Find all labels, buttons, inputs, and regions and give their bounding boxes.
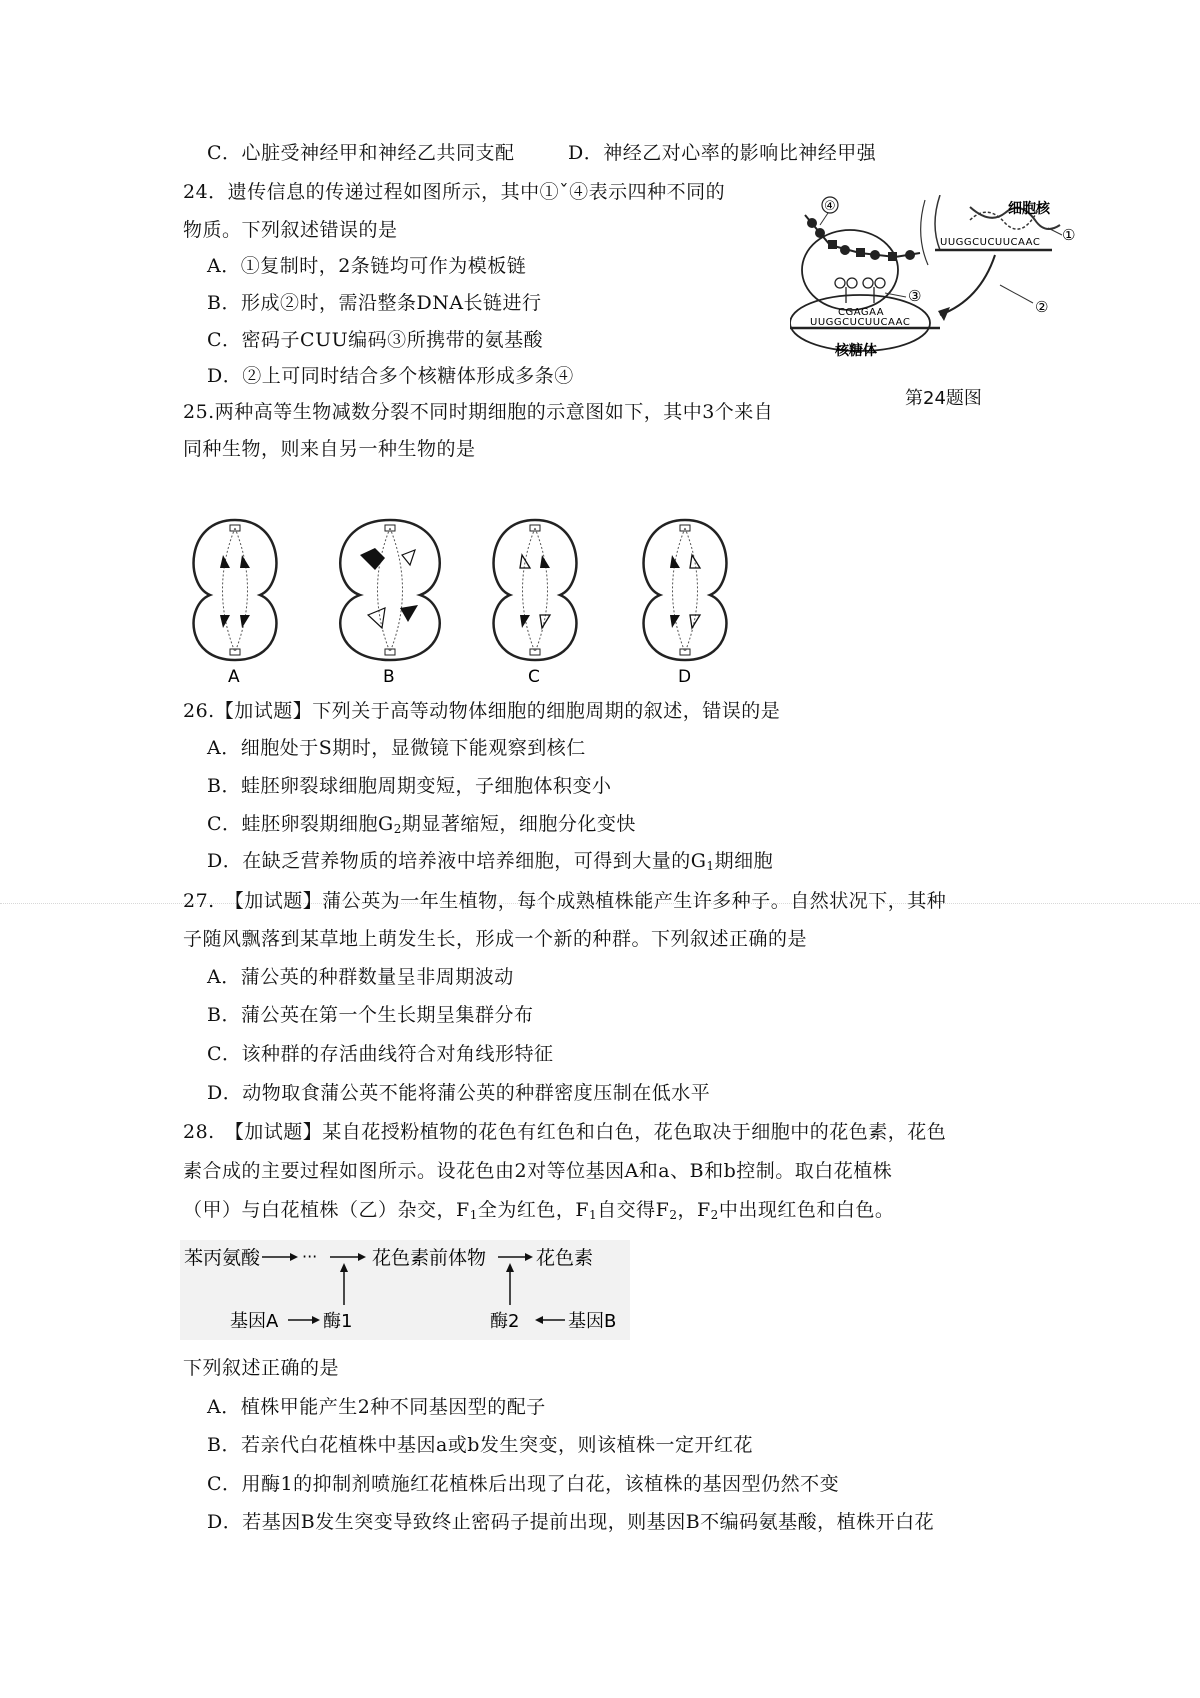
pathway-gene-a: 基因A bbox=[230, 1311, 279, 1332]
q26-option-c-text-2: 期显著缩短，细胞分化变快 bbox=[401, 813, 636, 835]
q27-stem-line2: 子随风飘落到某草地上萌发生长，形成一个新的种群。下列叙述正确的是 bbox=[183, 928, 808, 950]
pathway-product: 花色素 bbox=[536, 1247, 594, 1269]
cell-d bbox=[644, 520, 727, 685]
subscript: 1 bbox=[706, 859, 715, 873]
q28-option-b: B．若亲代白花植株中基因a或b发生突变，则该植株一定开红花 bbox=[207, 1434, 753, 1456]
cell-b bbox=[340, 520, 439, 685]
q24-option-b: B．形成②时，需沿整条DNA长链进行 bbox=[207, 292, 542, 314]
mark-2: ② bbox=[1035, 298, 1049, 316]
q28-option-d: D．若基因B发生突变导致终止密码子提前出现，则基因B不编码氨基酸，植株开白花 bbox=[207, 1511, 935, 1533]
cell-label-d: D bbox=[678, 667, 692, 685]
q27-stem-line1: 27. 【加试题】蒲公英为一年生植物，每个成熟植株能产生许多种子。自然状况下，其种 bbox=[183, 890, 947, 912]
q26-stem: 26.【加试题】下列关于高等动物体细胞的细胞周期的叙述，错误的是 bbox=[183, 700, 781, 722]
q24-figure-caption: 第24题图 bbox=[905, 388, 982, 409]
subscript: 2 bbox=[393, 822, 402, 836]
q26-option-a: A．细胞处于S期时，显微镜下能观察到核仁 bbox=[207, 737, 586, 759]
mrna-sequence-bottom: UUGGCUCUUCAAC bbox=[810, 317, 911, 328]
q24-option-c: C．密码子CUU编码③所携带的氨基酸 bbox=[207, 329, 544, 351]
pathway-enzyme-1: 酶1 bbox=[323, 1311, 353, 1332]
q28-lead: 下列叙述正确的是 bbox=[183, 1357, 340, 1379]
q24-option-a: A．①复制时，2条链均可作为模板链 bbox=[207, 255, 527, 277]
q28-stem-line1: 28. 【加试题】某自花授粉植物的花色有红色和白色，花色取决于细胞中的花色素，花色 bbox=[183, 1121, 947, 1143]
q27-option-c: C．该种群的存活曲线符合对角线形特征 bbox=[207, 1043, 554, 1065]
q25-stem-line2: 同种生物，则来自另一种生物的是 bbox=[183, 438, 476, 460]
mark-3: ③ bbox=[908, 287, 922, 305]
q28-stem-text: 中出现红色和白色。 bbox=[718, 1199, 895, 1221]
mrna-sequence-top: UUGGCUCUUCAAC bbox=[940, 237, 1041, 248]
subscript: 2 bbox=[710, 1208, 719, 1222]
q28-stem-text: 自交得F bbox=[597, 1199, 670, 1221]
mark-1: ① bbox=[1062, 226, 1076, 244]
subscript: 2 bbox=[669, 1208, 678, 1222]
q28-stem-line2: 素合成的主要过程如图所示。设花色由2对等位基因A和a、B和b控制。取白花植株 bbox=[183, 1160, 893, 1182]
subscript: 1 bbox=[589, 1208, 598, 1222]
cell-c bbox=[494, 520, 577, 685]
cell-a bbox=[194, 520, 277, 685]
q26-option-b: B．蛙胚卵裂球细胞周期变短，子细胞体积变小 bbox=[207, 775, 612, 797]
q28-stem-text: （甲）与白花植株（乙）杂交，F bbox=[183, 1199, 470, 1221]
subscript: 1 bbox=[469, 1208, 478, 1222]
mark-4: ④ bbox=[824, 199, 836, 214]
q26-option-c bbox=[207, 811, 636, 842]
q23-option-c: C．心脏受神经甲和神经乙共同支配 bbox=[207, 142, 515, 164]
pathway-substrate: 苯丙氨酸 bbox=[184, 1247, 261, 1269]
q28-pathway-diagram bbox=[180, 1240, 630, 1340]
q24-stem-line2: 物质。下列叙述错误的是 bbox=[183, 219, 398, 241]
q27-option-a: A．蒲公英的种群数量呈非周期波动 bbox=[207, 966, 514, 988]
q28-stem-text: ，F bbox=[677, 1199, 711, 1221]
pathway-gene-b: 基因B bbox=[568, 1311, 617, 1332]
q26-option-d-text-2: 期细胞 bbox=[714, 850, 774, 872]
q28-stem-line3 bbox=[183, 1197, 894, 1228]
cell-label-c: C bbox=[528, 667, 540, 685]
q28-stem-text: 全为红色，F bbox=[477, 1199, 590, 1221]
q24-stem-line1: 24．遗传信息的传递过程如图所示，其中①ˇ④表示四种不同的 bbox=[183, 181, 726, 203]
q23-option-d: D．神经乙对心率的影响比神经甲强 bbox=[568, 142, 877, 164]
q27-option-b: B．蒲公英在第一个生长期呈集群分布 bbox=[207, 1004, 534, 1026]
q25-stem-line1: 25.两种高等生物减数分裂不同时期细胞的示意图如下，其中3个来自 bbox=[183, 401, 774, 423]
q26-option-d-text: D．在缺乏营养物质的培养液中培养细胞，可得到大量的G bbox=[207, 850, 707, 872]
q24-figure-translation bbox=[790, 195, 1090, 380]
q26-option-d bbox=[207, 848, 773, 879]
pathway-dots: ··· bbox=[302, 1247, 318, 1266]
q24-option-d: D．②上可同时结合多个核糖体形成多条④ bbox=[207, 365, 574, 387]
cell-label-a: A bbox=[228, 667, 240, 685]
q25-cell-diagrams bbox=[180, 510, 820, 685]
q28-option-a: A．植株甲能产生2种不同基因型的配子 bbox=[207, 1396, 546, 1418]
anticodon-sequence: CGAGAA bbox=[838, 307, 885, 318]
cell-label-b: B bbox=[383, 667, 395, 685]
pathway-enzyme-2: 酶2 bbox=[490, 1311, 520, 1332]
pathway-precursor: 花色素前体物 bbox=[372, 1247, 487, 1269]
q26-option-c-text: C．蛙胚卵裂期细胞G bbox=[207, 813, 394, 835]
label-nucleus: 细胞核 bbox=[1008, 201, 1050, 217]
q28-option-c: C．用酶1的抑制剂喷施红花植株后出现了白花，该植株的基因型仍然不变 bbox=[207, 1473, 840, 1495]
label-ribosome: 核糖体 bbox=[835, 343, 877, 359]
q27-option-d: D．动物取食蒲公英不能将蒲公英的种群密度压制在低水平 bbox=[207, 1082, 711, 1104]
